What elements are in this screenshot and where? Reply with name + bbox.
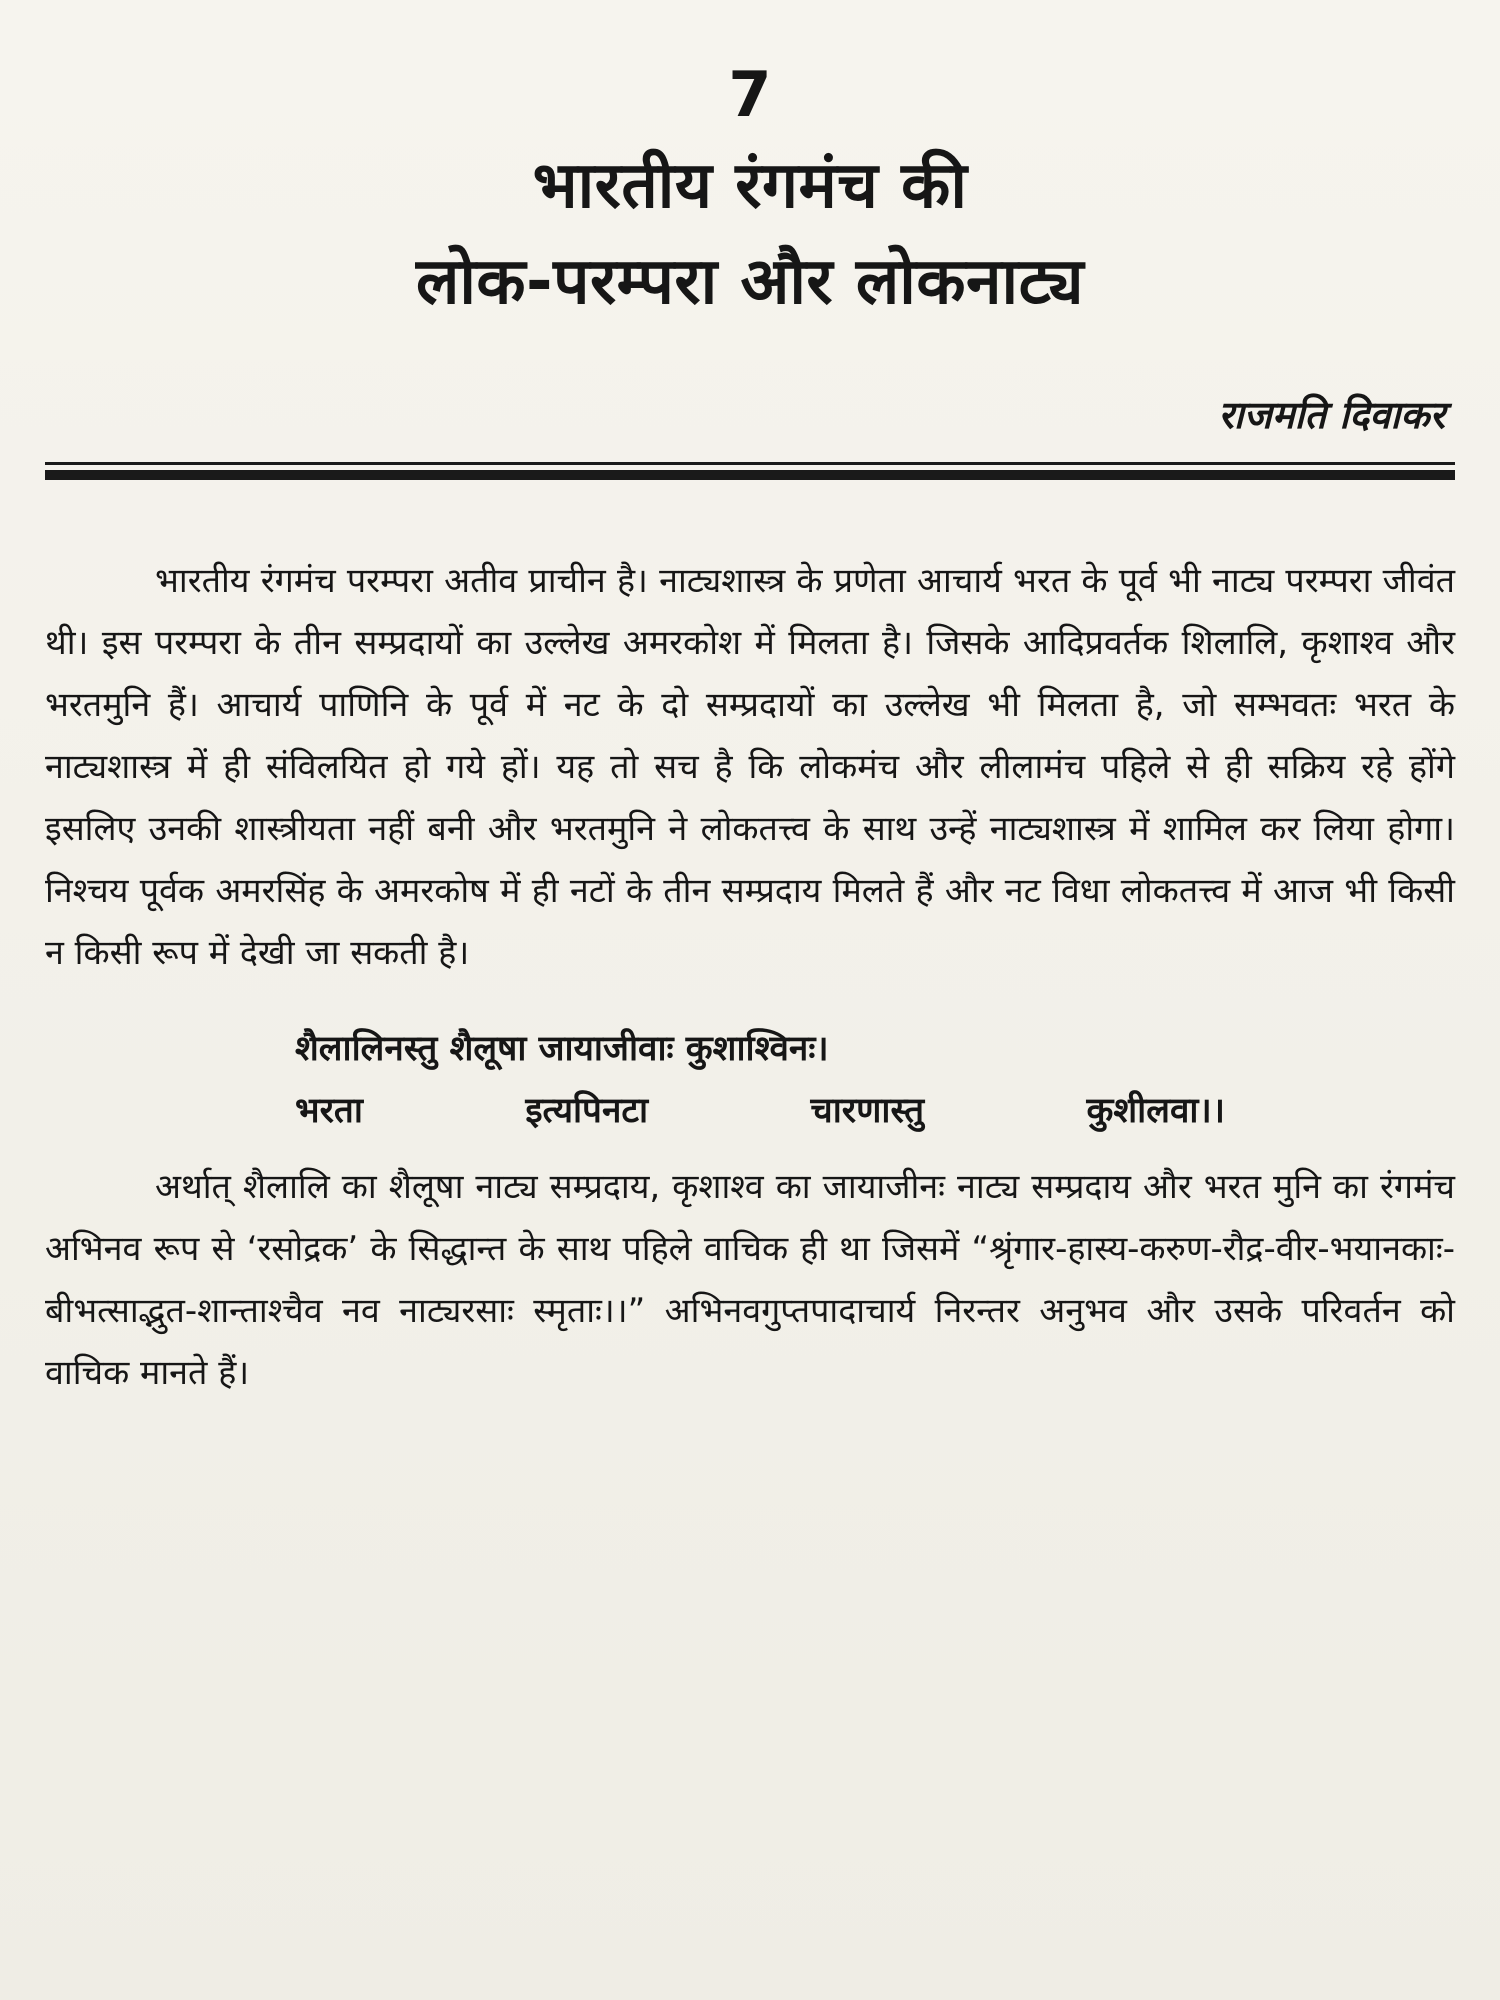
- verse-line-2: [45, 1080, 1455, 1142]
- verse-word: कुशीलवा।।: [1086, 1091, 1225, 1131]
- chapter-number: 7: [728, 58, 772, 131]
- verse-word: भरता: [295, 1091, 363, 1131]
- chapter-title-line-2: लोक-परम्परा और लोकनाट्य: [415, 245, 1085, 319]
- chapter-title: [45, 138, 1455, 330]
- divider-thick-line: [45, 470, 1455, 480]
- title-divider: [45, 462, 1455, 480]
- chapter-title-line-1: भारतीय रंगमंच की: [532, 149, 968, 223]
- divider-thin-line: [45, 462, 1455, 465]
- sanskrit-verse: [45, 1018, 1455, 1142]
- verse-word: इत्यपिनटा: [525, 1091, 649, 1131]
- paragraph-2: अर्थात् शैलालि का शैलूषा नाट्य सम्प्रदाय, कृशाश्व का जायाजीनः नाट्य सम्प्रदाय और भरत मुनि का रंगमंच अभिनव रूप से ‘रसोद्रक’ के सिद्धान्त के साथ पहिले वाचिक ही था जिसमें “श्रृंगार-हास्य-करुण-रौद्र-वीर-भयानकाः-बीभत्साद्भुत-शान्ताश्चैव नव नाट्यरसाः स्मृताः।।” अभिनवगुप्तपादाचार्य निरन्तर अनुभव और उसके परिवर्तन को वाचिक मानते हैं।: [45, 1167, 1455, 1393]
- verse-line-1: शैलालिनस्तु शैलूषा जायाजीवाः कुशाश्विनः।: [295, 1029, 829, 1069]
- paragraph-1: भारतीय रंगमंच परम्परा अतीव प्राचीन है। नाट्यशास्त्र के प्रणेता आचार्य भरत के पूर्व भी नाट्य परम्परा जीवंत थी। इस परम्परा के तीन सम्प्रदायों का उल्लेख अमरकोश में मिलता है। जिसके आदिप्रवर्तक शिलालि, कृशाश्व और भरतमुनि हैं। आचार्य पाणिनि के पूर्व में नट के दो सम्प्रदायों का उल्लेख भी मिलता है, जो सम्भवतः भरत के नाट्यशास्त्र में ही संविलयित हो गये हों। यह तो सच है कि लोकमंच और लीलामंच पहिले से ही सक्रिय रहे होंगे इसलिए उनकी शास्त्रीयता नहीं बनी और भरतमुनि ने लोकतत्त्व के साथ उन्हें नाट्यशास्त्र में शामिल कर लिया होगा। निश्चय पूर्वक अमरसिंह के अमरकोष में ही नटों के तीन सम्प्रदाय मिलते हैं और नट विधा लोकतत्त्व में आज भी किसी न किसी रूप में देखी जा सकती है।: [45, 561, 1455, 973]
- author-name: राजमति दिवाकर: [1218, 393, 1445, 437]
- verse-word: चारणास्तु: [810, 1091, 925, 1131]
